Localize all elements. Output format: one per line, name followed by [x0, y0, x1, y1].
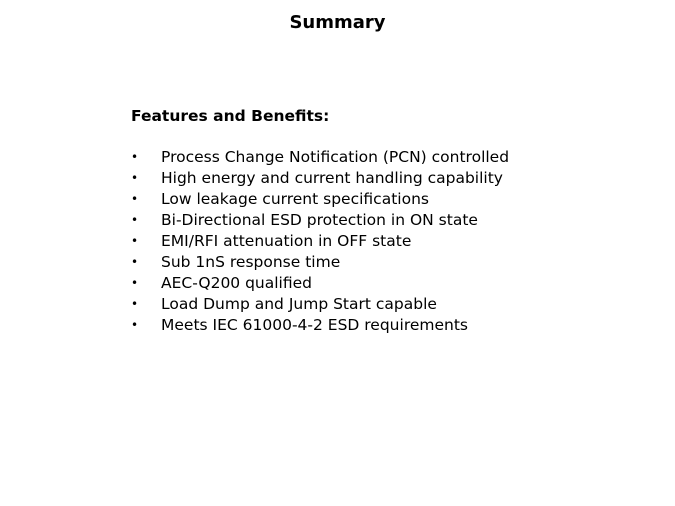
list-item	[131, 252, 551, 272]
bullet-icon: •	[131, 318, 139, 332]
bullet-icon: •	[131, 192, 139, 206]
list-item-text: Meets IEC 61000-4-2 ESD requirements	[161, 316, 468, 334]
bullet-icon: •	[131, 150, 139, 164]
list-item-text: Load Dump and Jump Start capable	[161, 295, 437, 313]
list-item	[131, 210, 551, 230]
bullet-icon: •	[131, 234, 139, 248]
list-item-text: Process Change Notification (PCN) controlled	[161, 148, 510, 166]
list-item	[131, 294, 551, 314]
list-item	[131, 168, 551, 188]
list-item-text: AEC-Q200 qualified	[161, 274, 313, 292]
list-item-text: Low leakage current specifications	[161, 190, 429, 208]
bullet-icon: •	[131, 255, 139, 269]
list-item-text: Sub 1nS response time	[161, 253, 341, 271]
list-item	[131, 147, 551, 167]
bullet-icon: •	[131, 297, 139, 311]
bullet-icon: •	[131, 276, 139, 290]
list-item	[131, 189, 551, 209]
slide-content	[131, 105, 551, 336]
list-item	[131, 273, 551, 293]
bullet-icon: •	[131, 213, 139, 227]
list-item-text: EMI/RFI attenuation in OFF state	[161, 232, 412, 250]
bullet-icon: •	[131, 171, 139, 185]
features-list	[131, 147, 551, 335]
list-item-text: Bi-Directional ESD protection in ON state	[161, 211, 478, 229]
list-item	[131, 231, 551, 251]
slide-title: Summary	[289, 12, 386, 33]
section-heading: Features and Benefits:	[131, 107, 330, 125]
list-item-text: High energy and current handling capability	[161, 169, 503, 187]
list-item	[131, 315, 551, 335]
